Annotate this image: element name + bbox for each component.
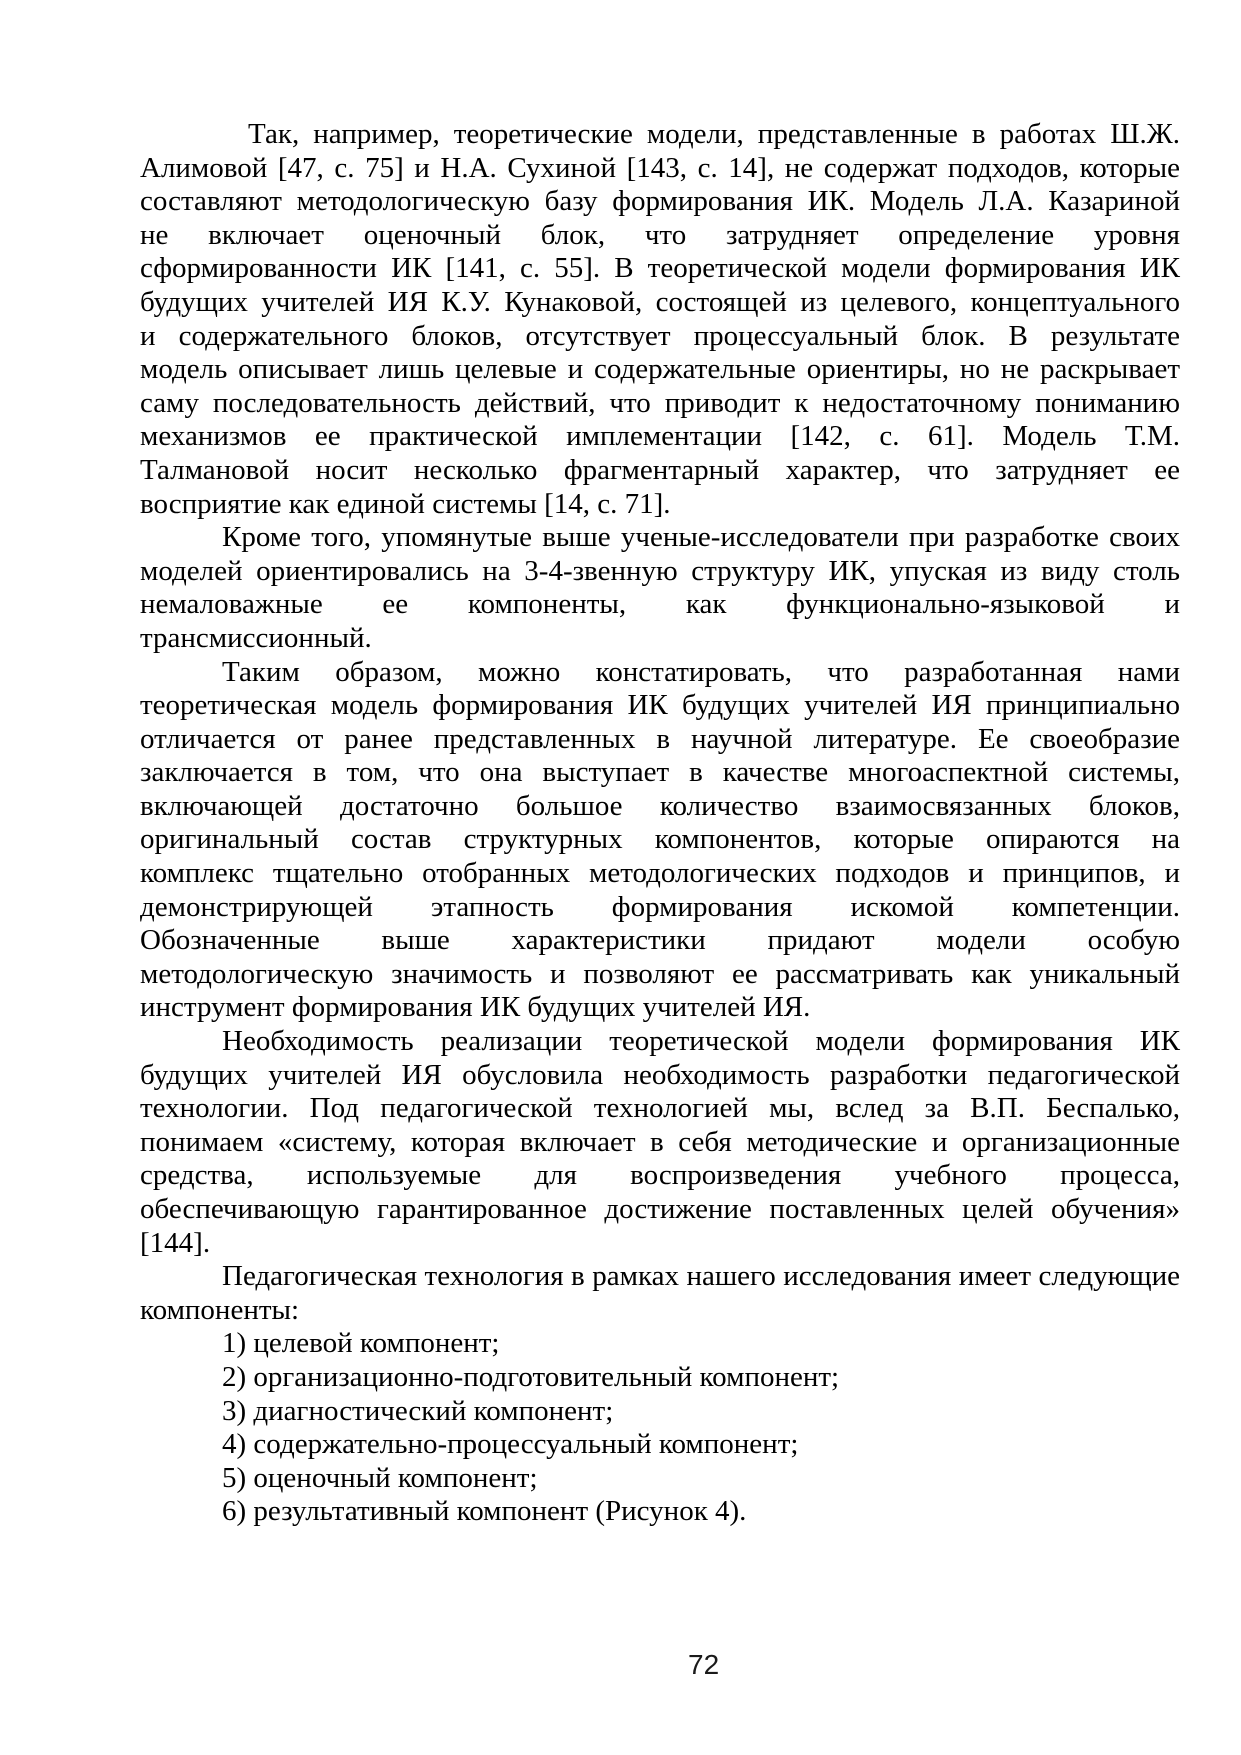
list-item: 6) результативный компонент (Рисунок 4). <box>222 1495 747 1528</box>
text-line: немаловажные ее компоненты, как функционально-языковой и <box>140 588 1180 621</box>
text-line: Талмановой носит несколько фрагментарный характер, что затрудняет ее <box>140 453 1180 486</box>
text-line: и содержательного блоков, отсутствует процессуальный блок. В результате <box>140 319 1180 352</box>
text-line: моделей ориентировались на 3-4-звенную структуру ИК, упуская из виду столь <box>140 554 1180 587</box>
text-line: заключается в том, что она выступает в качестве многоаспектной системы, <box>140 756 1180 789</box>
text-line: Кроме того, упомянутые выше ученые-исследователи при разработке своих <box>222 521 1180 554</box>
list-item: 1) целевой компонент; <box>222 1327 500 1360</box>
text-line: методологическую значимость и позволяют ее рассматривать как уникальный <box>140 957 1180 990</box>
paragraph <box>140 1260 1180 1327</box>
text-line: не включает оценочный блок, что затрудняет определение уровня <box>140 218 1180 251</box>
text-line: комплекс тщательно отобранных методологических подходов и принципов, и <box>140 857 1180 890</box>
text-line: трансмиссионный. <box>140 621 372 654</box>
paragraph <box>140 656 1180 1026</box>
text-line: механизмов ее практической имплементации [142, с. 61]. Модель Т.М. <box>140 420 1180 453</box>
text-line: Алимовой [47, с. 75] и Н.А. Сухиной [143, с. 14], не содержат подходов, которые <box>140 151 1180 184</box>
text-line: будущих учителей ИЯ обусловила необходимость разработки педагогической <box>140 1058 1180 1091</box>
list-item: 5) оценочный компонент; <box>222 1461 538 1494</box>
page-number: 72 <box>688 1649 720 1680</box>
list-item: 4) содержательно-процессуальный компонент; <box>222 1428 799 1461</box>
text-line: включающей достаточно большое количество взаимосвязанных блоков, <box>140 789 1180 822</box>
text-line: модель описывает лишь целевые и содержательные ориентиры, но не раскрывает <box>140 353 1180 386</box>
text-line: средства, используемые для воспроизведения учебного процесса, <box>140 1159 1180 1192</box>
numbered-list <box>140 1327 1180 1529</box>
text-line: демонстрирующей этапность формирования искомой компетенции. <box>140 890 1180 923</box>
text-line: сформированности ИК [141, с. 55]. В теоретической модели формирования ИК <box>140 252 1180 285</box>
body-text <box>140 118 1180 1529</box>
text-line: обеспечивающую гарантированное достижение поставленных целей обучения» <box>140 1193 1180 1225</box>
text-line: Обозначенные выше характеристики придают модели особую <box>140 924 1180 957</box>
text-line: Так, например, теоретические модели, представленные в работах Ш.Ж. <box>248 118 1180 150</box>
text-line: восприятие как единой системы [14, с. 71]. <box>140 487 671 520</box>
text-line: Педагогическая технология в рамках нашего исследования имеет следующие <box>222 1260 1180 1293</box>
text-line: теоретическая модель формирования ИК будущих учителей ИЯ принципиально <box>140 689 1180 722</box>
paragraph <box>140 1025 1180 1260</box>
text-line: Необходимость реализации теоретической модели формирования ИК <box>222 1025 1180 1058</box>
text-line: будущих учителей ИЯ К.У. Кунаковой, состоящей из целевого, концептуального <box>140 285 1180 318</box>
text-line: составляют методологическую базу формирования ИК. Модель Л.А. Казариной <box>140 185 1180 218</box>
text-line: [144]. <box>140 1226 211 1259</box>
text-line: понимаем «систему, которая включает в себя методические и организационные <box>140 1125 1180 1158</box>
text-line: инструмент формирования ИК будущих учителей ИЯ. <box>140 991 811 1024</box>
text-line: саму последовательность действий, что приводит к недостаточному пониманию <box>140 386 1180 419</box>
paragraph <box>140 521 1180 655</box>
text-line: компоненты: <box>140 1293 300 1326</box>
text-line: оригинальный состав структурных компонентов, которые опираются на <box>140 823 1180 856</box>
text-line: Таким образом, можно констатировать, что разработанная нами <box>222 655 1180 688</box>
text-line: отличается от ранее представленных в научной литературе. Ее своеобразие <box>140 722 1180 755</box>
list-item: 3) диагностический компонент; <box>222 1394 614 1427</box>
text-line: технологии. Под педагогической технологией мы, вслед за В.П. Беспалько, <box>140 1092 1180 1125</box>
paragraph <box>140 118 1180 521</box>
list-item: 2) организационно-подготовительный компонент; <box>222 1360 840 1393</box>
